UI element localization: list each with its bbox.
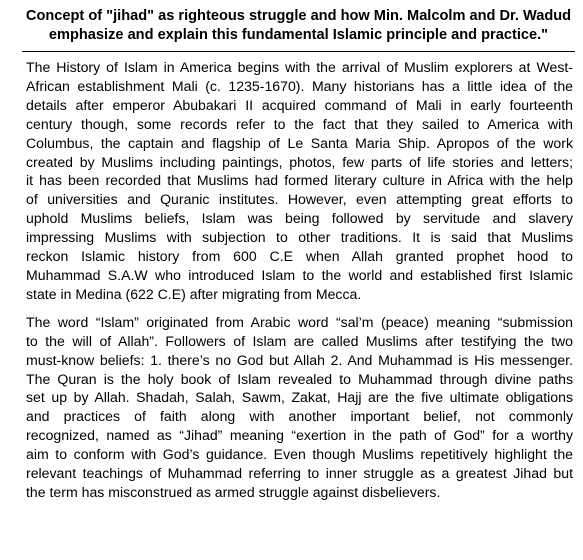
document-title	[22, 0, 575, 52]
paragraph-islam-definition	[26, 313, 573, 502]
text-line: The word “Islam” originated from Arabic word “sal’m (peace) meaning “submission	[26, 313, 573, 330]
paragraph-history	[26, 58, 573, 304]
text-line: The History of Islam in America begins with the arrival of Muslim explorers at West-	[26, 59, 573, 75]
text-line: aim to conform with God’s guidance. Even though Muslims repetitively highlight the	[26, 446, 573, 463]
text-line: uphold Muslims beliefs, Islam was being followed by servitude and slavery	[26, 210, 573, 227]
text-line: of universities and Quranic institutes. However, even attempting great efforts to	[26, 191, 573, 208]
text-line: relevant teachings of Muhammad referring to inner struggle as a greatest Jihad but	[26, 465, 573, 482]
text-line: century though, some records refer to the fact that they sailed to America with	[26, 115, 573, 132]
text-line: impressing Muslims with subjection to other traditions. It is said that Muslims	[26, 229, 573, 246]
text-line: set up by Allah. Shadah, Salah, Sawm, Zakat, Hajj are the five ultimate obligations	[26, 389, 573, 406]
text-line: created by Muslims including paintings, photos, few parts of life stories and letters;	[26, 153, 573, 170]
text-line: Muhammad S.A.W who introduced Islam to the world and established first Islamic	[26, 266, 573, 283]
text-line: and practices of faith along with another important belief, not commonly	[26, 408, 573, 425]
text-line: Columbus, the captain and flagship of Le Santa Maria Ship. Apropos of the work	[26, 134, 573, 151]
text-line: it has been recorded that Muslims had formed literary culture in Africa with the help	[26, 172, 573, 189]
text-line: reckon Islamic history from 600 C.E when Allah granted prophet hood to	[26, 248, 573, 265]
text-line: details after emperor Abubakari II acquired command of Mali in early fourteenth	[26, 96, 573, 113]
text-line: state in Medina (622 C.E) after migrating from Mecca.	[26, 285, 362, 302]
title-line-2: emphasize and explain this fundamental Islamic principle and practice."	[48, 27, 549, 43]
text-line: The Quran is the holy book of Islam revealed to Muhammad through divine paths	[26, 370, 573, 387]
text-line: to the will of Allah”. Followers of Islam are called Muslims after testifying the two	[26, 332, 573, 349]
text-line: African establishment Mali (c. 1235-1670). Many historians has a little idea of the	[26, 77, 573, 94]
text-line: the term has misconstrued as armed struggle against disbelievers.	[26, 483, 441, 500]
title-line-1: Concept of "jihad" as righteous struggle and how Min. Malcolm and Dr. Wadud	[25, 8, 572, 24]
text-line: must-know beliefs: 1. there’s no God but Allah 2. And Muhammad is His messenger.	[26, 351, 573, 368]
text-line: recognized, named as “Jihad” meaning “exertion in the path of God” for a worthy	[26, 427, 573, 444]
